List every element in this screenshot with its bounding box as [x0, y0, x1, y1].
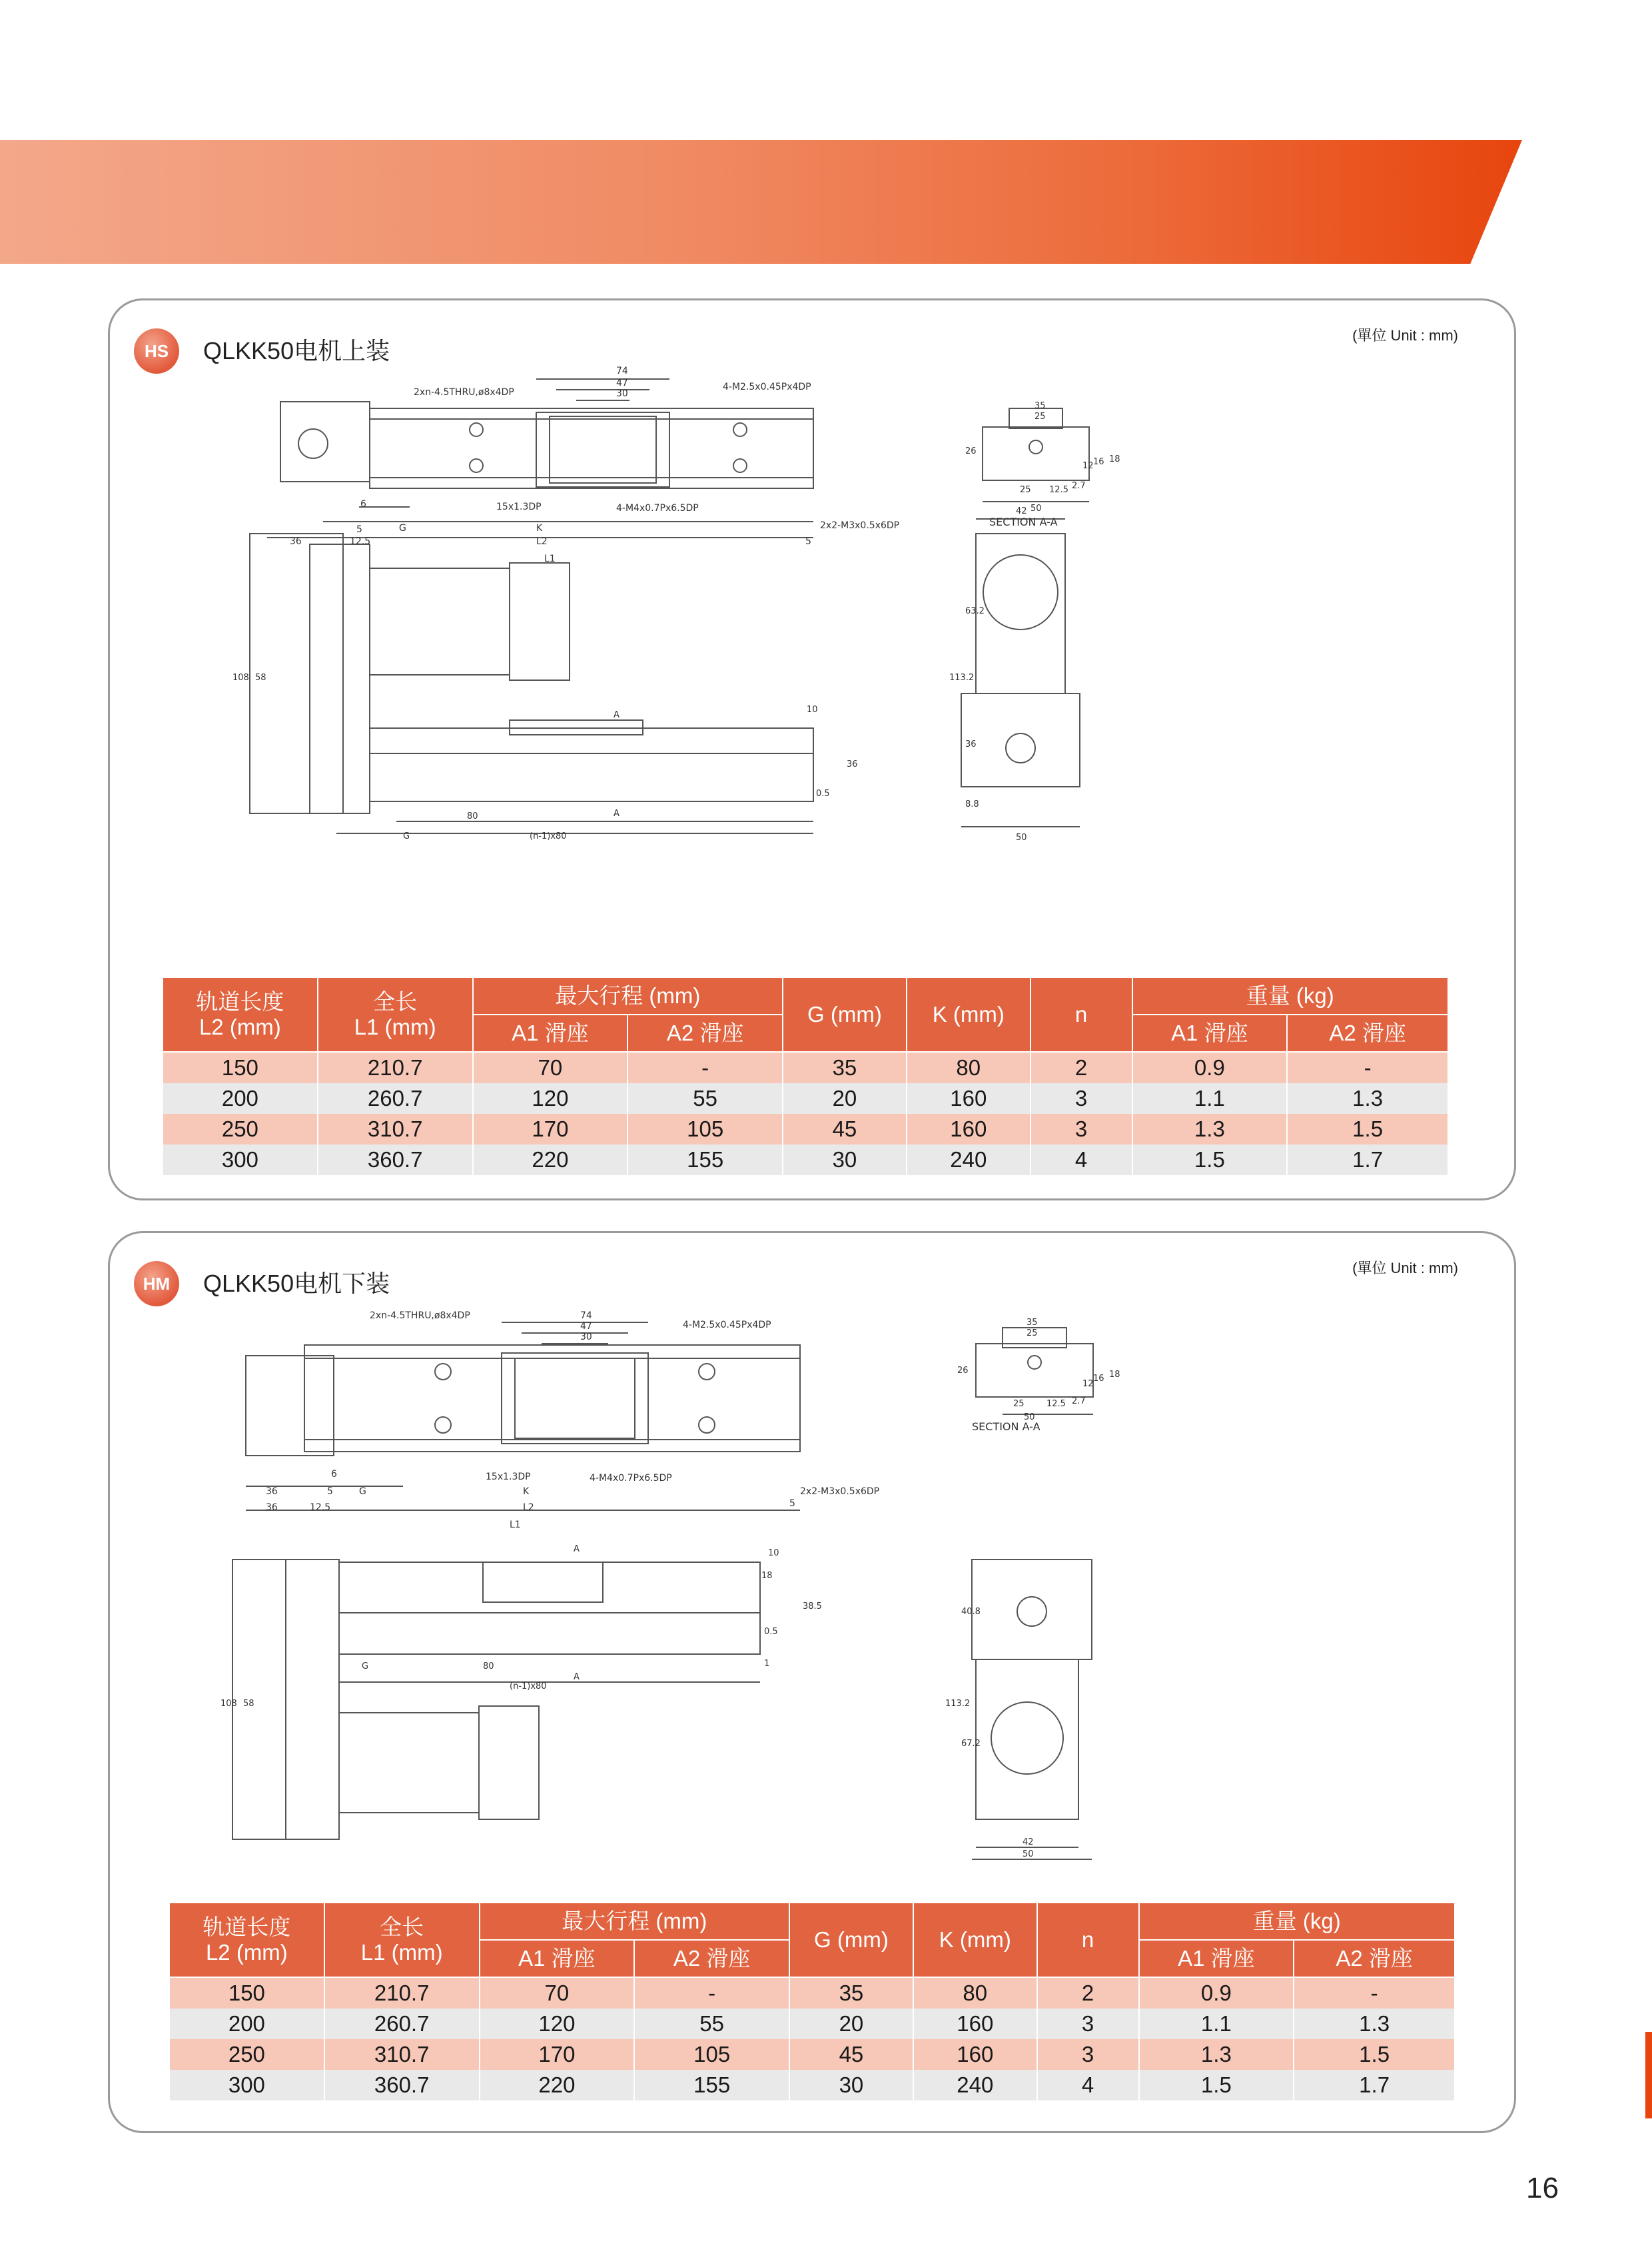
dim-label: 50 [1023, 1849, 1034, 1859]
dim-label: 10 [807, 705, 818, 715]
table-row: 250 310.7 170 105 45 160 3 1.3 1.5 [169, 2039, 1455, 2070]
dim-label: 30 [616, 388, 628, 399]
dim-label: K [536, 523, 543, 534]
dim-label: 12 [1082, 461, 1094, 471]
dim-label: 2.7 [1072, 481, 1086, 491]
dim-label: 25 [1034, 412, 1046, 422]
col-full-length: 全长 L1 (mm) [318, 977, 473, 1052]
col-max-stroke: 最大行程 (mm) [480, 1903, 789, 1940]
table-row: 300 360.7 220 155 30 240 4 1.5 1.7 [169, 2070, 1455, 2100]
dim-label: 35 [1027, 1318, 1038, 1328]
dim-label: 36 [965, 739, 977, 749]
col-stroke-a1: A1 滑座 [473, 1015, 628, 1052]
dim-label: 50 [1031, 504, 1042, 514]
col-n: n [1031, 977, 1132, 1052]
dim-label: 8.8 [965, 799, 979, 809]
table-row: 150 210.7 70 - 35 80 2 0.9 - [163, 1052, 1448, 1083]
dim-note: 15x1.3DP [496, 502, 542, 512]
technical-drawing [216, 347, 1575, 1013]
col-max-stroke: 最大行程 (mm) [473, 977, 783, 1015]
col-stroke-a1: A1 滑座 [480, 1940, 635, 1977]
spec-table [169, 1902, 1455, 2100]
col-stroke-a2: A2 滑座 [634, 1940, 789, 1977]
col-k: K (mm) [913, 1903, 1037, 1977]
dim-label: 47 [616, 378, 628, 388]
dim-label: 12.5 [310, 1502, 331, 1513]
dim-label: 5 [327, 1486, 333, 1497]
dim-label: 40.8 [961, 1607, 981, 1617]
section-hm-panel [108, 1231, 1516, 2133]
dim-label: 50 [1024, 1412, 1035, 1422]
unit-note: (單位 Unit : mm) [1352, 1260, 1458, 1276]
dim-label: 36 [290, 536, 302, 547]
dim-label: 36 [266, 1502, 278, 1513]
dim-label: 5 [356, 524, 362, 535]
dim-label: 58 [255, 673, 266, 683]
col-track-length: 轨道长度 L2 (mm) [163, 977, 318, 1052]
dim-note: 4-M2.5x0.45Px4DP [723, 382, 811, 392]
dim-label: 50 [1016, 833, 1027, 843]
dim-label: 5 [805, 536, 811, 547]
dim-label: L2 [536, 536, 548, 547]
page-number: 16 [1526, 2172, 1559, 2204]
dim-label: 0.5 [764, 1627, 778, 1637]
dim-note: 2xn-4.5THRU,ø8x4DP [370, 1310, 470, 1321]
table-row: 200 260.7 120 55 20 160 3 1.1 1.3 [163, 1083, 1448, 1114]
col-full-length: 全长 L1 (mm) [324, 1903, 480, 1977]
dim-label: 12.5 [1049, 485, 1068, 495]
dim-label: 25 [1020, 485, 1031, 495]
dim-label: G [359, 1486, 366, 1497]
dim-label: L1 [510, 1520, 521, 1530]
dim-label: 113.2 [945, 1699, 971, 1709]
dim-label: 36 [266, 1486, 278, 1497]
dim-label: 26 [957, 1366, 969, 1376]
table-row: 250 310.7 170 105 45 160 3 1.3 1.5 [163, 1114, 1448, 1144]
dim-label: 30 [580, 1332, 592, 1342]
col-track-length: 轨道长度 L2 (mm) [169, 1903, 324, 1977]
dim-label: 26 [965, 446, 977, 456]
section-label: SECTION A-A [972, 1420, 1040, 1433]
dim-label: 18 [761, 1571, 773, 1581]
dim-label: 12.5 [350, 536, 371, 547]
dim-label: 80 [467, 811, 478, 821]
dim-label: 12 [1082, 1379, 1094, 1389]
dim-label: 63.2 [965, 606, 985, 616]
col-weight-a1: A1 滑座 [1139, 1940, 1294, 1977]
dim-label: 18 [1109, 1370, 1120, 1380]
col-g: G (mm) [789, 1903, 913, 1977]
dim-label: L1 [544, 554, 556, 564]
dim-label: 108 [232, 673, 249, 683]
dim-label: 47 [580, 1321, 592, 1332]
side-tab-marker [1645, 2032, 1652, 2118]
dim-label: A [614, 809, 620, 819]
dim-label: G [399, 523, 406, 534]
dim-note: 2x2-M3x0.5x6DP [820, 520, 900, 531]
dim-note: 15x1.3DP [486, 1472, 531, 1482]
dim-label: 58 [243, 1699, 254, 1709]
dim-label: 16 [1093, 457, 1104, 467]
dim-note: 4-M4x0.7Px6.5DP [616, 503, 699, 514]
table-row: 300 360.7 220 155 30 240 4 1.5 1.7 [163, 1144, 1448, 1175]
section-hs-panel [108, 298, 1516, 1200]
dim-label: L2 [523, 1502, 534, 1513]
dim-note: 2xn-4.5THRU,ø8x4DP [414, 387, 514, 398]
col-weight: 重量 (kg) [1139, 1903, 1455, 1940]
dim-label: 6 [331, 1469, 337, 1480]
col-g: G (mm) [783, 977, 907, 1052]
dim-label: 18 [1109, 454, 1120, 464]
section-title: QLKK50电机下装 [203, 1270, 390, 1297]
dim-label: 113.2 [949, 673, 975, 683]
header-banner [0, 140, 1522, 264]
dim-label: 74 [580, 1310, 592, 1321]
dim-label: 6 [360, 499, 366, 510]
dim-label: 2.7 [1072, 1396, 1086, 1406]
dim-label: 25 [1013, 1399, 1025, 1409]
table-row: 150 210.7 70 - 35 80 2 0.9 - [169, 1977, 1455, 2009]
col-n: n [1037, 1903, 1139, 1977]
dim-label: 0.5 [816, 789, 830, 799]
dim-note: 2x2-M3x0.5x6DP [800, 1486, 880, 1497]
dim-label: 1 [764, 1659, 770, 1669]
dim-label: 80 [483, 1661, 494, 1671]
dim-label: (n-1)x80 [530, 831, 567, 841]
col-weight-a2: A2 滑座 [1287, 1015, 1448, 1052]
dim-label: (n-1)x80 [510, 1681, 547, 1691]
dim-label: 12.5 [1046, 1399, 1066, 1409]
dim-note: 4-M4x0.7Px6.5DP [590, 1473, 672, 1484]
unit-note: (單位 Unit : mm) [1352, 327, 1458, 344]
section-badge: HM [134, 1261, 179, 1306]
dim-label: 36 [847, 759, 858, 769]
table-row: 200 260.7 120 55 20 160 3 1.1 1.3 [169, 2009, 1455, 2039]
section-title: QLKK50电机上装 [203, 337, 390, 364]
col-weight-a2: A2 滑座 [1294, 1940, 1455, 1977]
dim-label: 5 [789, 1498, 795, 1509]
dim-label: K [523, 1486, 530, 1497]
dim-label: 42 [1023, 1837, 1034, 1847]
dim-label: A [614, 710, 620, 720]
col-stroke-a2: A2 滑座 [627, 1015, 783, 1052]
dim-label: G [362, 1661, 369, 1671]
section-badge: HS [134, 328, 179, 374]
dim-label: 38.5 [803, 1601, 822, 1611]
dim-label: 16 [1093, 1374, 1104, 1384]
col-k: K (mm) [907, 977, 1031, 1052]
dim-label: A [574, 1672, 580, 1682]
col-weight-a1: A1 滑座 [1132, 1015, 1288, 1052]
dim-label: 108 [220, 1699, 237, 1709]
dim-label: 74 [616, 366, 628, 376]
spec-table [162, 977, 1449, 1175]
dim-note: 4-M2.5x0.45Px4DP [683, 1320, 771, 1330]
dim-label: 42 [1016, 506, 1027, 516]
dim-label: 25 [1027, 1328, 1038, 1338]
dim-label: A [574, 1544, 580, 1554]
technical-drawing [216, 1280, 1575, 1946]
dim-label: 67.2 [961, 1739, 981, 1749]
dim-label: 35 [1034, 401, 1046, 411]
section-label: SECTION A-A [989, 516, 1058, 528]
dim-label: G [403, 831, 410, 841]
dim-label: 10 [768, 1548, 779, 1558]
col-weight: 重量 (kg) [1132, 977, 1449, 1015]
